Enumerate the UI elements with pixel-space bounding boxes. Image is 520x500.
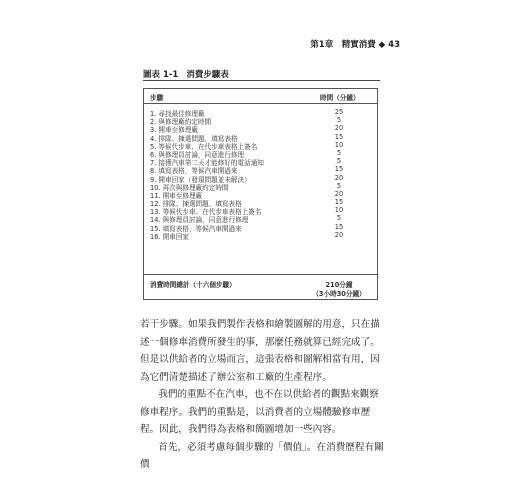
table-row	[144, 157, 377, 168]
table-row	[144, 108, 377, 116]
step-time: 15	[334, 165, 344, 174]
step-time: 15	[334, 198, 344, 207]
step-label: 5. 等候代步車、在代步車表格上簽名	[150, 142, 258, 151]
total-minutes: 210分鐘	[325, 281, 353, 289]
step-label: 4. 排隊、揀選問題、填寫表格	[150, 134, 238, 143]
step-label: 9. 開車回家（發現問題並未解決）	[150, 175, 251, 184]
step-time: 10	[334, 206, 344, 215]
step-label: 2. 與修理廠約定時間	[150, 118, 212, 127]
table-row	[144, 231, 377, 239]
table-row	[144, 198, 377, 209]
steps-table	[143, 88, 378, 300]
figure-caption: 消費步驟表	[186, 70, 229, 80]
running-header: 第1章 精實消費 ◆ 43	[310, 40, 400, 50]
step-label: 16. 開車回家	[150, 232, 189, 241]
table-row	[144, 149, 377, 157]
table-row	[144, 133, 377, 141]
step-time: 20	[334, 124, 344, 133]
step-time: 5	[336, 157, 342, 166]
step-time: 20	[334, 230, 344, 239]
table-row	[144, 124, 377, 135]
step-label: 7. 接獲汽車第二天才能修好的電話通知	[150, 159, 264, 168]
step-time: 20	[334, 173, 344, 182]
step-time: 25	[334, 108, 344, 116]
table-row	[144, 141, 377, 149]
column-header-step: 步驟	[150, 94, 164, 102]
figure-number: 圖表 1-1	[143, 70, 179, 80]
step-time: 5	[336, 148, 342, 157]
step-label: 15. 填寫表格，等候汽車開過來	[150, 224, 242, 233]
figure-rule	[143, 80, 380, 81]
column-header-time: 時間（分鐘）	[320, 94, 360, 102]
table-row	[144, 190, 377, 198]
table-row	[144, 214, 377, 225]
step-time: 10	[334, 140, 344, 149]
step-time: 20	[334, 189, 344, 198]
table-row	[144, 116, 377, 127]
table-body	[144, 108, 377, 239]
table-footer	[144, 274, 377, 299]
table-row	[144, 223, 377, 231]
step-time: 15	[334, 222, 344, 231]
step-time: 5	[336, 181, 342, 190]
step-label: 1. 尋找最佳修理廠	[150, 110, 205, 118]
step-label: 11. 開車至修理廠	[150, 191, 203, 200]
table-row	[144, 165, 377, 176]
total-hours: （3小時30分鐘）	[312, 290, 366, 298]
step-time: 5	[336, 116, 342, 125]
paragraph: 若干步驟。如果我們製作表格和繪製圖解的用意，只在描述一個修車消費所發生的事，那麼任務就算已經完成了。但是以供給者的立場而言，這張表格和圖解相當有用，因為它們清楚描述了辦公室和工廠的生產程序。	[140, 319, 380, 383]
body-text	[140, 316, 385, 474]
paragraph: 我們的重點不在汽車，也不在以供給者的觀點來觀察修車程序。我們的重點是，以消費者的立場體驗修車歷程。因此，我們得為表格和簡圖增加一些內容。	[140, 389, 379, 435]
step-label: 6. 與修理員討論，同意進行修理	[150, 150, 245, 159]
table-header	[144, 89, 377, 104]
step-label: 14. 與修理員討論，同意進行修理	[150, 216, 249, 225]
step-label: 3. 開車至修理廠	[150, 126, 198, 135]
total-label: 消費時間總計（十六個步驟）	[150, 281, 236, 289]
paragraph: 首先，必須考慮每個步驟的「價值」。在消費歷程有關價	[140, 441, 384, 470]
table-row	[144, 206, 377, 217]
step-label: 10. 再次與修理廠約定時間	[150, 183, 229, 192]
step-label: 13. 等候代步車、在代步車表格上簽名	[150, 208, 262, 217]
step-label: 12. 排隊、揀選問題、填寫表格	[150, 200, 242, 209]
step-time: 5	[336, 214, 342, 223]
figure-title	[143, 68, 229, 80]
table-row	[144, 174, 377, 182]
table-row	[144, 182, 377, 190]
step-time: 15	[334, 132, 344, 141]
step-label: 8. 填寫表格，等候汽車開過來	[150, 167, 238, 176]
